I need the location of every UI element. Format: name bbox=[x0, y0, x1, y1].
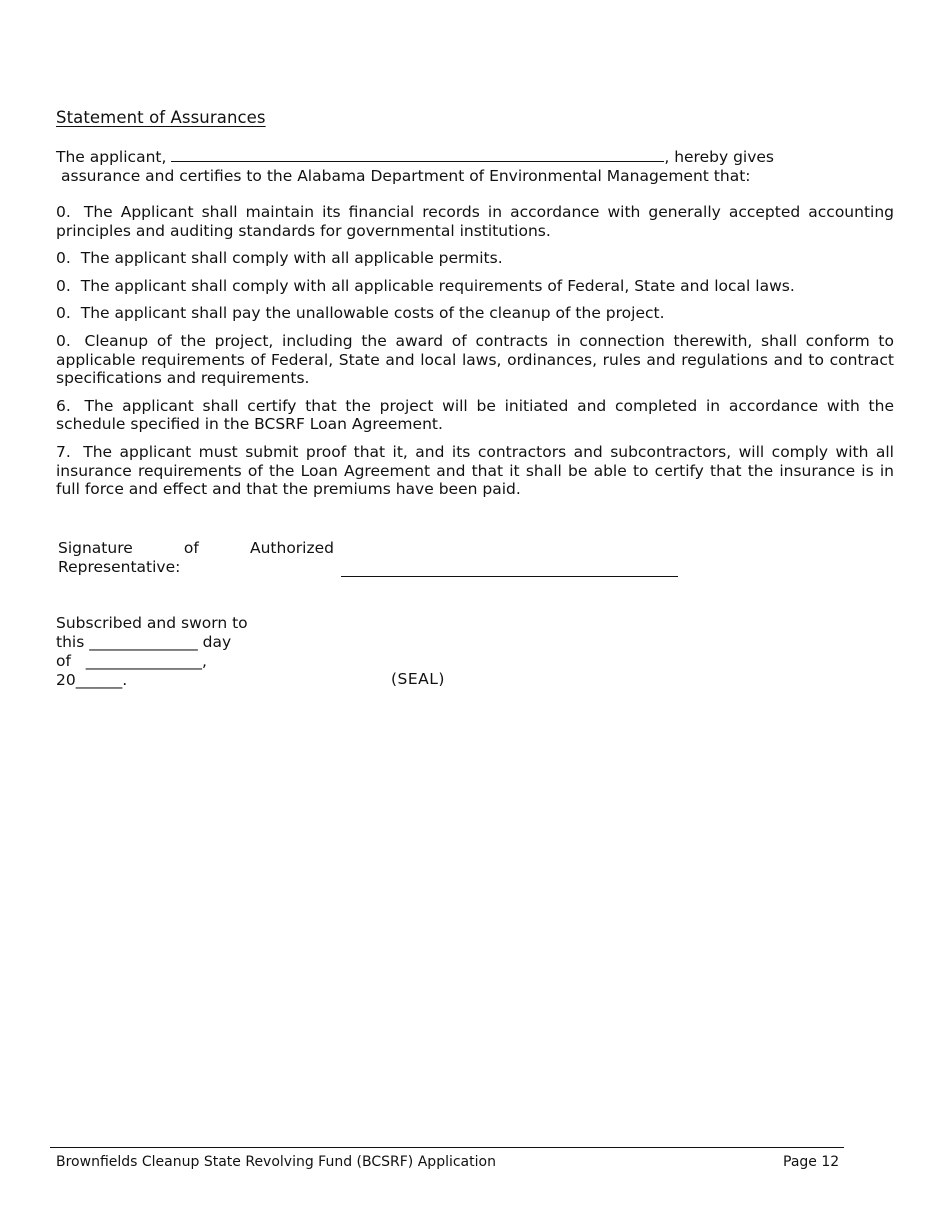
list-item: 0. The applicant shall comply with all applicable permits. bbox=[56, 249, 503, 268]
page-title: Statement of Assurances bbox=[56, 108, 266, 127]
intro-prefix: The applicant, bbox=[56, 148, 167, 166]
intro-paragraph bbox=[56, 147, 816, 186]
list-item: 0. Cleanup of the project, including the award of contracts in connection therewith, shall conform to applicable requirements of Federal, State and local laws, ordinances, rules and regulations and to contract specifications and requirements. bbox=[56, 331, 894, 388]
applicant-name-blank bbox=[171, 147, 664, 162]
list-item: 0. The applicant shall comply with all applicable requirements of Federal, State and local laws. bbox=[56, 276, 795, 295]
signature-label: Signature of Authorized Representative: bbox=[58, 539, 334, 576]
assurance-list bbox=[56, 203, 894, 508]
signature-line bbox=[341, 576, 678, 577]
page-number: Page 12 bbox=[783, 1154, 840, 1170]
intro-line2: assurance and certifies to the Alabama Department of Environmental Management that: bbox=[61, 167, 751, 185]
list-item: 6. The applicant shall certify that the project will be initiated and completed in accordance with the schedule specified in the BCSRF Loan Agreement. bbox=[56, 396, 894, 434]
intro-suffix: , hereby gives bbox=[664, 148, 774, 166]
list-item: 7. The applicant must submit proof that it, and its contractors and subcontractors, will comply with all insurance requirements of the Loan Agreement and that it shall be able to certify that the insurance is in full force and effect and that the premiums have been paid. bbox=[56, 442, 894, 499]
sworn-line-3: of _______________, bbox=[56, 652, 207, 670]
sworn-line-2: this ______________ day bbox=[56, 633, 232, 651]
footer-title: Brownfields Cleanup State Revolving Fund (BCSRF) Application bbox=[56, 1154, 496, 1170]
seal-label: (SEAL) bbox=[391, 670, 445, 688]
sworn-block bbox=[56, 614, 286, 690]
list-item: 0. The Applicant shall maintain its financial records in accordance with generally accepted accounting principles and auditing standards for governmental institutions. bbox=[56, 203, 894, 240]
sworn-line-4: 20______. bbox=[56, 671, 128, 689]
footer-divider bbox=[50, 1147, 844, 1148]
list-item: 0. The applicant shall pay the unallowable costs of the cleanup of the project. bbox=[56, 304, 665, 323]
sworn-line-1: Subscribed and sworn to bbox=[56, 614, 248, 632]
